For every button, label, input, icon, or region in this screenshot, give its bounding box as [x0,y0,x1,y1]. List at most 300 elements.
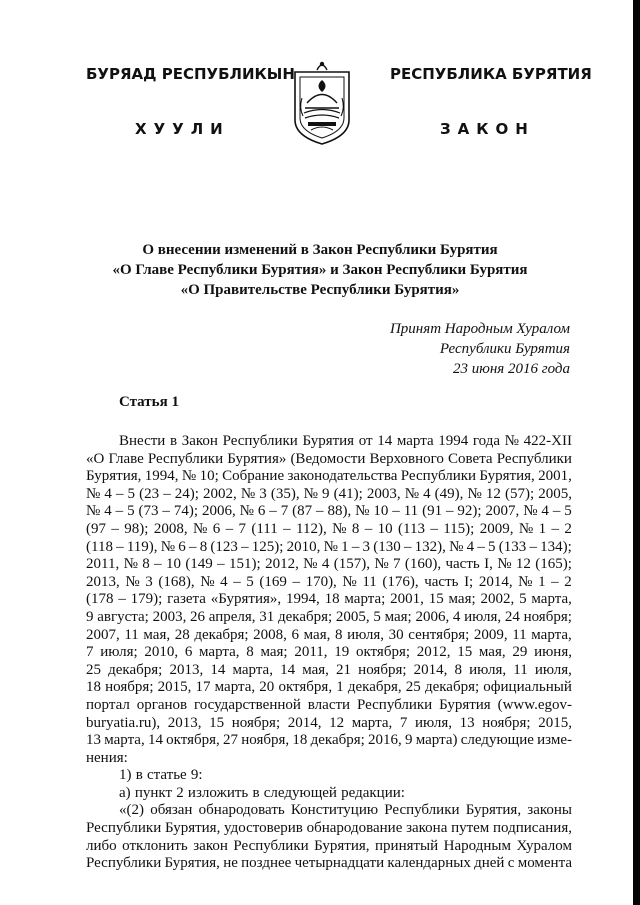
body-word: 2011, [86,556,120,573]
body-word: 179); [130,591,163,608]
body-word: 2013, [167,714,202,731]
body-word: 3 [259,485,267,502]
body-word: ноября; [358,661,407,678]
body-word: 2015, [538,714,572,731]
body-word: (176), [382,573,419,590]
body-word: 14 [210,661,226,678]
body-word: 2006, [415,608,450,625]
body-word: марта) [415,732,458,749]
body-word: 8 [334,626,343,643]
body-word: 2005, [538,485,572,502]
body-word: Республики [496,450,572,467]
body-word: ноября; [231,714,281,731]
body-word: декабря; [194,626,249,643]
scan-edge-shadow [633,0,640,905]
body-word: 2 [176,784,184,801]
body-word: 5 [127,485,136,502]
body-word: (133 [498,538,527,555]
body-word: № [467,485,482,502]
body-word: Бурятия [439,696,491,713]
body-word: июня, [534,644,572,661]
body-word: № [192,520,208,537]
body-word: позднее [241,855,292,872]
body-word: 2012, [416,644,451,661]
body-word: 151); [229,556,261,573]
body-word: – [269,503,277,520]
body-word: 115); [443,520,475,537]
body-word: 98); [124,520,149,537]
body-word: мая; [448,591,476,608]
body-word: Бурятия [302,433,355,449]
body-line [86,539,572,557]
body-word: 5 [564,503,572,520]
law-title-line: О внесении изменений в Закон Республики Бурятия [142,242,498,258]
body-word: 7 [399,714,408,731]
body-word: 2011, [294,644,328,661]
body-word: изложить [187,784,249,801]
body-word: – [115,503,124,520]
body-word: апреля, [208,608,256,625]
body-word: 11 [124,626,139,643]
body-word: 119), [126,538,158,555]
body-word: (149 [185,556,213,573]
body-word: 134); [540,538,572,555]
body-word: 4 [104,503,112,520]
body-word: нения: [86,749,128,766]
body-word: 74); [173,503,199,520]
body-word: ноября; [105,679,154,696]
body-word: обнародовать [198,802,285,819]
body-word: октября; [355,644,411,661]
body-line [86,521,572,539]
body-word: 6 [178,538,186,555]
body-line [86,451,572,469]
body-word: Республики [384,802,460,819]
body-word: 132), [414,538,446,555]
law-title [80,240,560,300]
body-word: Народным [443,837,511,854]
body-line [86,644,572,662]
body-word: 1) [119,767,132,784]
body-word: 9: [190,767,203,784]
body-word: 2003, [366,485,401,502]
body-word: 9 [322,485,330,502]
body-word: марта, [232,661,273,678]
body-word: мая, [478,644,506,661]
body-line [86,820,572,838]
body-word: 15 [428,591,444,608]
body-word: 21 [336,661,352,678]
body-word: № [240,485,256,502]
body-line [86,802,572,820]
body-word: № [342,573,357,590]
body-line [86,732,572,750]
body-word: июля, [469,661,507,678]
body-word: 4 [452,608,461,625]
body-word: 2015, [157,679,192,696]
body-word: Бурятия, [479,468,535,485]
body-word: 8 [351,520,360,537]
body-word: (157), [333,556,370,573]
body-line [86,609,572,627]
body-word: – [217,556,225,573]
body-word: «Бурятия», [210,591,282,608]
body-word: 10 [377,520,393,537]
body-word: – [233,573,241,590]
body-word: – [163,485,171,502]
body-word: 2008, [253,626,287,643]
body-word: декабря; [310,732,365,749]
body-word: (91 [422,503,443,520]
body-word: декабря; [424,679,480,696]
body-word: № [200,573,215,590]
body-word: 20 [259,679,275,696]
body-word: 9 [86,608,94,625]
body-word: не [223,855,238,872]
body-word: обязан [150,802,193,819]
body-word: 6 [257,503,266,520]
body-word: 4 [541,503,549,520]
body-word: 10 [165,556,181,573]
body-word: закона [406,820,448,837]
body-word: (35), [270,485,300,502]
body-word: часть [445,556,480,573]
adoption-line: Принят Народным Хуралом [389,321,570,337]
body-word: 2 [564,520,572,537]
body-word: 25 [405,679,421,696]
body-word: мая, [143,626,171,643]
body-word: 2001, [390,591,424,608]
body-word: 6 [212,520,221,537]
body-word: законы [527,802,572,819]
body-word: 28 [174,626,190,643]
body-word: – [430,520,438,537]
body-word: 1 [336,679,344,696]
body-line [86,468,572,486]
body-word: календарных [387,855,471,872]
body-word: 1994, [285,591,320,608]
body-word: Внести [119,433,166,449]
body-word: 27 [223,732,239,749]
body-word: (160), [404,556,442,573]
body-word: № [374,556,389,573]
body-word: 5 [373,608,381,625]
body-word: 2014, [478,573,513,590]
body-word: Республики [222,433,298,449]
header-left-title: БУРЯАД РЕСПУБЛИКЫН [86,65,295,83]
body-word: (97 [86,520,106,537]
body-word: 1 [538,573,546,590]
body-word: № [181,468,197,485]
body-word: 30 [388,626,404,643]
body-word: удостоверив [224,820,303,837]
body-word: 12 [485,485,501,502]
header-right-subtitle: ЗАКОН [440,120,535,138]
body-line [86,767,572,785]
body-word: 422-XII [523,433,572,449]
body-word: а) [119,784,131,801]
body-word: № [355,503,370,520]
body-word: – [551,573,559,590]
body-word: ноября; [523,608,572,625]
body-word: статье [146,767,187,784]
body-word: № [323,538,338,555]
article-body [86,433,572,873]
body-word: Республики [233,837,309,854]
body-word: 4 [423,485,431,502]
body-word: № [332,520,347,537]
body-word: 2009, [479,520,514,537]
body-word: № [518,573,533,590]
body-word: официальный [483,679,572,696]
body-word: следующие [460,732,534,749]
body-word: законодательства [287,468,398,485]
body-word: 24 [504,608,520,625]
body-word: мая, [302,661,329,678]
body-word: Собрание [222,468,285,485]
body-word: 1 [341,538,349,555]
body-word: 10 [373,503,389,520]
body-line [86,591,572,609]
body-word: в [169,433,178,449]
body-word: отклонить [122,837,188,854]
body-word: 2013, [86,573,120,590]
body-word: мая, [303,626,331,643]
body-word: 11 [512,626,527,643]
body-word: 10; [199,468,219,485]
body-word: июля, [464,608,502,625]
body-word: четырнадцати [294,855,385,872]
body-word: – [403,538,412,555]
body-word: 4 [321,556,330,573]
body-word: в [252,784,260,801]
header-left-subtitle: ХУУЛИ [135,120,230,138]
body-word: № [160,538,176,555]
body-word: Хуралом [516,837,572,854]
body-word: (113 [398,520,425,537]
body-word: (41); [333,485,363,502]
body-word: 88), [327,503,352,520]
body-word: июля, [347,626,385,643]
body-word: 17 [195,679,211,696]
body-word: 2007, [86,626,120,643]
body-word: подписания, [493,820,572,837]
body-word: (23 [139,485,160,502]
coat-of-arms-icon [291,58,353,146]
body-word: 2005, [335,608,370,625]
body-word: № [497,556,512,573]
body-word: – [283,520,291,537]
body-word: 2010, [286,538,321,555]
body-word: 14 [377,433,393,449]
body-word: № [123,556,138,573]
body-line [86,662,572,680]
body-line [86,574,572,592]
law-title-line: «О Правительстве Республики Бурятия» [180,282,460,298]
body-word: (www.egov- [497,696,572,713]
body-word: 25 [86,661,101,678]
body-word: 4 [220,573,228,590]
body-word: – [364,520,373,537]
body-word: Бурятия» [227,450,287,467]
body-word: № [125,573,140,590]
body-word: 18 [86,679,101,696]
body-word: 2016, [368,732,402,749]
body-word: декабря; [108,661,163,678]
body-word: обнародование [306,820,403,837]
body-word: марта [396,433,434,449]
body-word: 31 [259,608,275,625]
body-word: 4 [104,485,112,502]
body-word: (118 [86,538,113,555]
law-title-line: «О Главе Республики Бурятия» и Закон Республики Бурятия [112,262,528,278]
body-word: 7 [392,556,401,573]
body-word: № [449,538,464,555]
body-word: года [472,433,501,449]
body-word: 8 [246,644,254,661]
body-word: – [551,520,559,537]
body-word: Республики [356,696,433,713]
body-word: 6 [184,644,193,661]
body-word: 19 [334,644,350,661]
body-word: 2009, [473,626,508,643]
body-word: № [404,485,420,502]
body-word: Бурятия, [314,837,370,854]
body-word: № [303,556,318,573]
body-word: – [225,520,234,537]
body-word: 29 [512,644,528,661]
body-word: – [116,538,124,555]
body-word: от [358,433,373,449]
body-word: органов [136,696,188,713]
body-word: 2014, [413,661,448,678]
body-word: 14 [280,661,296,678]
body-word: – [351,538,360,555]
body-word: – [552,503,561,520]
body-word: 2006, [201,503,236,520]
body-word: 11 [403,503,419,520]
body-word: 1 [538,520,547,537]
body-word: (165); [535,556,572,573]
body-word: 1994, [144,468,179,485]
body-word: I, [484,556,493,573]
body-word: газета [167,591,206,608]
body-word: мая; [384,608,412,625]
body-word: 5 [246,573,254,590]
body-word: «О [86,450,105,467]
body-word: следующей [263,784,337,801]
body-word: июля, [414,714,452,731]
body-word: – [118,591,126,608]
body-word: марта, [104,732,145,749]
body-word: 7 [86,644,94,661]
body-word: 3 [362,538,371,555]
body-word: – [188,538,197,555]
adoption-date: 23 июня 2016 года [453,361,570,377]
body-word: 112), [296,520,327,537]
body-word: 2003, [152,608,187,625]
body-word: с [507,855,515,872]
body-word: – [241,538,249,555]
body-word: 12 [329,714,345,731]
body-word: марта, [531,626,572,643]
body-word: (Ведомости [290,450,366,467]
body-word: 170), [305,573,337,590]
body-word: – [111,520,119,537]
body-word: декабря, [347,679,402,696]
body-word: принятый [375,837,439,854]
body-line [86,838,572,856]
body-word: Закон [181,433,218,449]
body-word: закон [193,837,228,854]
body-word: 11 [513,661,528,678]
body-word: (178 [86,591,114,608]
body-word: 2002, [480,591,515,608]
body-word: (49), [434,485,464,502]
body-word: – [115,485,124,502]
body-word: августа; [97,608,149,625]
body-word: 26 [190,608,206,625]
body-word: ноября; [482,714,531,731]
body-word: пункт [134,784,173,801]
body-line [86,785,572,803]
body-word: (168), [158,573,195,590]
body-word: № [86,503,101,520]
body-word: (57); [504,485,535,502]
body-word: 2008, [153,520,188,537]
article-heading: Статья 1 [119,394,179,410]
body-word: 24); [174,485,199,502]
body-word: часть [424,573,459,590]
body-word: 18 [324,591,340,608]
body-word: (130 [373,538,401,555]
body-word: 14 [147,732,163,749]
body-word: Бурятия, [164,855,220,872]
body-word: 3 [145,573,153,590]
body-word: 8 [199,538,208,555]
body-word: – [477,538,485,555]
body-word: 2012, [265,556,299,573]
body-line [86,855,572,873]
body-word: изме- [537,732,572,749]
body-word: марта, [199,644,240,661]
body-word: Верховного [369,450,444,467]
body-line [86,503,572,521]
body-word: 2014, [287,714,322,731]
body-word: – [392,503,400,520]
body-word: 6 [291,626,300,643]
body-word: (87 [292,503,313,520]
body-word: Республики [86,855,162,872]
body-word: власти [307,696,351,713]
body-word: июля, [534,661,572,678]
body-word: Бурятия, [465,802,522,819]
body-word: Бурятия, [164,820,221,837]
body-word: марта, [351,714,393,731]
body-word: 2002, [203,485,237,502]
body-word: дней [474,855,505,872]
body-word: 15 [457,644,473,661]
body-word: Республики [147,450,224,467]
body-word: 7 [280,503,289,520]
body-word: 18 [292,732,308,749]
body-word: № [518,520,534,537]
body-line [86,715,572,733]
body-word: марта, [214,679,256,696]
body-word: 92); [457,503,482,520]
body-word: марта, [531,591,572,608]
body-word: № [504,433,519,449]
